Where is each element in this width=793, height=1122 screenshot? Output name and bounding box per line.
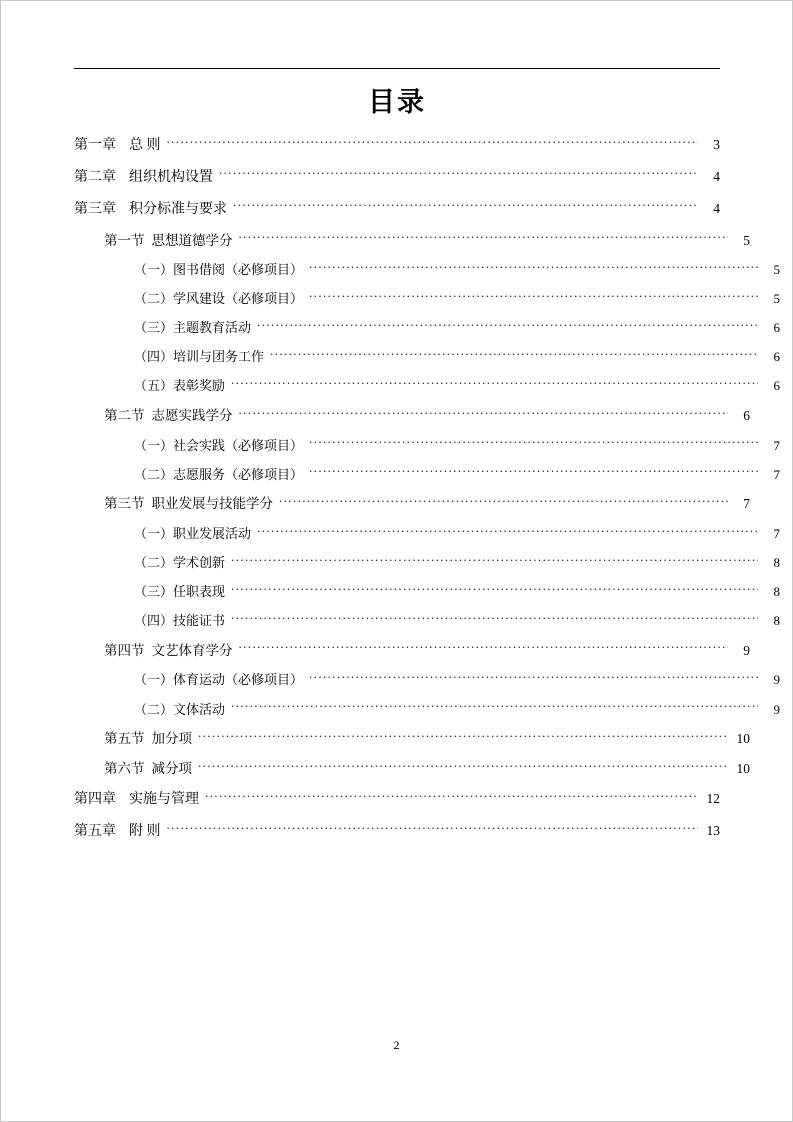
toc-entry-page: 9: [743, 642, 750, 658]
toc-entry-label: [134, 525, 255, 543]
toc-leader-dots: [167, 822, 699, 836]
toc-leader-dots: [205, 790, 698, 804]
toc-leader-dots: [231, 701, 758, 714]
page-title: 目录: [368, 87, 426, 118]
toc-entry-page: 8: [773, 584, 780, 600]
toc-entry-label: [134, 701, 229, 719]
toc-entry-text: （一）体育运动（必修项目）: [134, 672, 304, 688]
toc-entry[interactable]: [74, 583, 780, 601]
toc-entry[interactable]: [74, 525, 780, 543]
toc-entry-prefix: 第一节: [104, 232, 145, 248]
toc-entry[interactable]: [74, 407, 750, 426]
toc-leader-dots: [309, 261, 758, 274]
toc-entry-text: （二）学风建设（必修项目）: [134, 291, 304, 307]
toc-entry-page: 10: [736, 731, 750, 747]
toc-entry[interactable]: [74, 199, 720, 219]
toc-entry-text: 思想道德学分: [151, 232, 233, 248]
toc-entry-label: [104, 760, 196, 778]
toc-entry-label: [134, 554, 229, 572]
toc-entry[interactable]: [74, 701, 780, 719]
toc-entry-page: 6: [773, 349, 780, 365]
toc-entry-page: 7: [773, 437, 780, 453]
toc-entry-label: [134, 348, 268, 366]
toc-entry-text: 实施与管理: [129, 792, 199, 808]
toc-entry-page: 7: [743, 496, 750, 512]
toc-entry-text: （五）表彰奖励: [134, 378, 226, 394]
header-rule: [74, 68, 720, 69]
toc-entry-prefix: 第五节: [104, 731, 145, 747]
toc-entry-label: [74, 201, 231, 220]
toc-entry-label: [104, 407, 237, 425]
toc-leader-dots: [257, 525, 758, 538]
toc-entry[interactable]: [74, 319, 780, 337]
toc-entry[interactable]: [74, 167, 720, 187]
toc-entry-label: [134, 583, 229, 601]
toc-entry[interactable]: [74, 437, 780, 455]
toc-entry-text: 加分项: [151, 731, 192, 747]
toc-entry-prefix: 第四章: [74, 792, 116, 808]
toc-entry-prefix: 第三节: [104, 496, 145, 512]
toc-entry[interactable]: [74, 671, 780, 689]
toc-entry-page: 6: [773, 320, 780, 336]
toc-entry[interactable]: [74, 612, 780, 630]
toc-entry-text: （二）学术创新: [134, 555, 226, 571]
toc-leader-dots: [231, 612, 758, 625]
toc-entry-text: （二）志愿服务（必修项目）: [134, 466, 304, 482]
toc-entry-page: 9: [773, 672, 780, 688]
toc-entry-text: （四）培训与团务工作: [134, 349, 265, 365]
toc-leader-dots: [198, 730, 728, 744]
toc-leader-dots: [219, 167, 698, 181]
page-content: [74, 68, 780, 854]
toc-entry[interactable]: [74, 495, 750, 514]
toc-entry-label: [74, 137, 165, 156]
toc-entry[interactable]: [74, 231, 750, 250]
toc-entry-text: 组织机构设置: [129, 169, 213, 185]
toc-entry-page: 6: [773, 378, 780, 394]
toc-entry-prefix: 第一章: [74, 137, 116, 153]
toc-entry-page: 5: [743, 232, 750, 248]
toc-entry[interactable]: [74, 466, 780, 484]
toc-entry-prefix: 第二节: [104, 408, 145, 424]
toc-entry-text: （四）技能证书: [134, 613, 226, 629]
toc-entry-label: [74, 169, 217, 188]
toc-entry-page: 9: [773, 701, 780, 717]
toc-leader-dots: [231, 554, 758, 567]
toc-entry-text: 总 则: [129, 137, 161, 153]
toc-leader-dots: [279, 495, 728, 509]
toc-entry-text: 减分项: [151, 761, 192, 777]
toc-entry-text: （二）文体活动: [134, 701, 226, 717]
toc-leader-dots: [167, 135, 699, 149]
toc-leader-dots: [231, 377, 758, 390]
toc-entry-label: [134, 437, 307, 455]
toc-entry-text: 职业发展与技能学分: [151, 496, 273, 512]
toc-entry-label: [134, 319, 255, 337]
toc-entry[interactable]: [74, 641, 750, 660]
toc-entry[interactable]: [74, 730, 750, 749]
toc-entry-page: 3: [713, 136, 720, 152]
toc-entry-label: [134, 671, 307, 689]
toc-entry-page: 10: [736, 761, 750, 777]
toc-entry-text: （一）图书借阅（必修项目）: [134, 262, 304, 278]
toc-entry-text: 志愿实践学分: [151, 408, 233, 424]
toc-entry-prefix: 第二章: [74, 169, 116, 185]
toc-entry-label: [74, 823, 165, 842]
toc-entry-label: [104, 232, 237, 250]
toc-leader-dots: [309, 671, 758, 684]
toc-entry[interactable]: [74, 554, 780, 572]
toc-entry-page: 12: [706, 791, 720, 807]
toc-leader-dots: [309, 437, 758, 450]
toc-entry[interactable]: [74, 760, 750, 779]
toc-leader-dots: [198, 760, 728, 774]
toc-leader-dots: [239, 641, 729, 655]
toc-entry-label: [104, 642, 237, 660]
toc-entry-label: [134, 466, 307, 484]
toc-entry-page: 4: [713, 200, 720, 216]
toc-entry-label: [134, 290, 307, 308]
toc-entry[interactable]: [74, 377, 780, 395]
toc-entry-label: [134, 377, 229, 395]
page-number: 2: [393, 1038, 400, 1052]
toc-leader-dots: [309, 466, 758, 479]
toc-entry-text: 文艺体育学分: [151, 642, 233, 658]
toc-entry-text: （三）主题教育活动: [134, 320, 252, 336]
table-of-contents: [74, 135, 780, 842]
toc-entry-page: 5: [773, 262, 780, 278]
toc-entry-page: 7: [773, 526, 780, 542]
toc-entry-label: [104, 495, 277, 513]
toc-entry[interactable]: [74, 290, 780, 308]
toc-entry-text: 附 则: [129, 824, 161, 840]
toc-entry[interactable]: [74, 822, 720, 842]
toc-entry[interactable]: [74, 790, 720, 810]
toc-entry-prefix: 第三章: [74, 201, 116, 217]
toc-entry-text: （一）职业发展活动: [134, 526, 252, 542]
toc-entry-text: （三）任职表现: [134, 584, 226, 600]
toc-entry-page: 4: [713, 168, 720, 184]
toc-entry-page: 8: [773, 613, 780, 629]
toc-entry-text: （一）社会实践（必修项目）: [134, 437, 304, 453]
toc-entry[interactable]: [74, 348, 780, 366]
toc-leader-dots: [309, 290, 758, 303]
toc-entry-prefix: 第六节: [104, 761, 145, 777]
toc-entry-text: 积分标准与要求: [129, 201, 227, 217]
toc-leader-dots: [270, 348, 758, 361]
toc-leader-dots: [239, 407, 729, 421]
toc-entry-label: [134, 612, 229, 630]
toc-entry-label: [134, 261, 307, 279]
toc-entry-page: 5: [773, 291, 780, 307]
toc-entry-label: [74, 791, 203, 810]
toc-entry[interactable]: [74, 261, 780, 279]
toc-entry-prefix: 第四节: [104, 642, 145, 658]
toc-entry-page: 13: [706, 823, 720, 839]
toc-entry-page: 7: [773, 466, 780, 482]
toc-leader-dots: [239, 231, 729, 245]
toc-entry-label: [104, 730, 196, 748]
toc-entry-page: 6: [743, 408, 750, 424]
toc-entry[interactable]: [74, 135, 720, 155]
toc-entry-page: 8: [773, 555, 780, 571]
toc-leader-dots: [257, 319, 758, 332]
toc-leader-dots: [231, 583, 758, 596]
toc-leader-dots: [233, 199, 698, 213]
toc-entry-prefix: 第五章: [74, 824, 116, 840]
